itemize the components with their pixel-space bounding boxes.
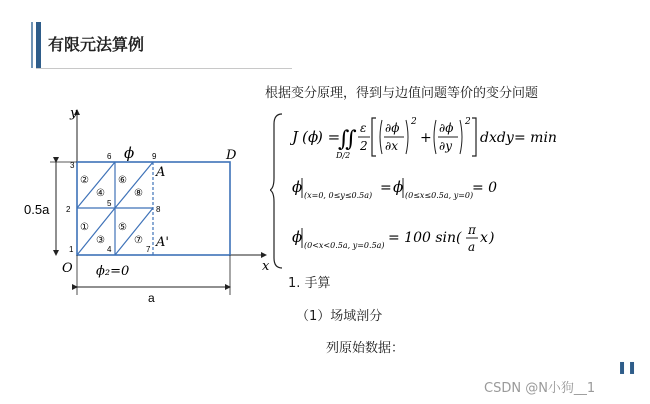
svg-text:∂x: ∂x — [385, 139, 398, 153]
title-accent-bar-thin — [31, 22, 33, 68]
svg-text:dxdy: dxdy — [480, 130, 514, 146]
svg-text:ε: ε — [360, 121, 367, 135]
corner-a-prime-label: A' — [156, 235, 169, 250]
element-label: ① — [80, 222, 89, 233]
element-label: ④ — [96, 188, 105, 199]
boundary-condition-zero — [290, 172, 520, 202]
step-field-division: （1）场域剖分 — [296, 309, 383, 324]
svg-text:=: = — [380, 180, 392, 196]
phi-top-label: ϕ — [124, 144, 135, 162]
element-label: ③ — [96, 235, 105, 246]
element-label: ⑦ — [134, 235, 143, 246]
intro-text: 根据变分原理，得到与边值问题等价的变分问题 — [265, 86, 539, 101]
y-axis-label: y — [70, 106, 78, 121]
svg-text:): ) — [489, 230, 495, 246]
x-axis-label: x — [262, 259, 270, 274]
node-label: 1 — [69, 245, 74, 254]
svg-text:(0≤x≤0.5a, y=0): (0≤x≤0.5a, y=0) — [405, 191, 474, 200]
title-underline — [36, 68, 292, 69]
corner-a-label: A — [156, 165, 166, 180]
svg-text:J: J — [292, 128, 299, 146]
node-label: 5 — [107, 199, 112, 208]
element-label: ⑥ — [118, 175, 127, 186]
page-title: 有限元法算例 — [48, 35, 145, 54]
svg-text:= 100 sin(: = 100 sin( — [388, 230, 462, 246]
watermark: CSDN @N小狗__1 — [484, 381, 596, 396]
svg-text:2: 2 — [411, 117, 417, 127]
node-label: 3 — [70, 161, 75, 170]
node-label: 7 — [146, 245, 151, 254]
svg-text:ϕ: ϕ — [393, 178, 404, 196]
node-label: 4 — [107, 245, 112, 254]
svg-text:) =: ) = — [317, 128, 341, 146]
node-label: 6 — [107, 152, 112, 161]
svg-text:ϕ: ϕ — [292, 228, 303, 246]
boundary-condition-sin — [290, 220, 520, 256]
title-accent-bar — [36, 22, 41, 68]
svg-text:D/2: D/2 — [336, 151, 351, 160]
origin-label: O — [62, 261, 73, 276]
functional-equation — [290, 112, 560, 162]
svg-text:ϕ: ϕ — [292, 178, 303, 196]
dim-left-label: 0.5a — [24, 202, 50, 217]
svg-text:(: ( — [302, 128, 308, 146]
svg-text:(x=0, 0≤y≤0.5a): (x=0, 0≤y≤0.5a) — [304, 191, 373, 200]
svg-text:= 0: = 0 — [472, 180, 498, 196]
svg-text:∬: ∬ — [338, 127, 357, 152]
element-label: ⑤ — [118, 222, 127, 233]
step-raw-data: 列原始数据： — [326, 341, 405, 356]
node-label: 8 — [156, 205, 161, 214]
svg-text:∂y: ∂y — [439, 139, 452, 153]
node-label: 2 — [66, 205, 71, 214]
element-label: ② — [80, 175, 89, 186]
svg-text:a: a — [468, 240, 476, 254]
svg-text:2: 2 — [360, 139, 368, 153]
element-label: ⑧ — [134, 188, 143, 199]
svg-text:+: + — [420, 130, 432, 146]
svg-text:π: π — [468, 223, 476, 237]
pause-icon[interactable]: ❚❚ — [617, 360, 638, 374]
svg-text:x: x — [480, 230, 488, 246]
step-manual-calc: 1. 手算 — [288, 276, 331, 291]
svg-text:2: 2 — [465, 117, 471, 127]
phi-bottom-label: ϕ₂=0 — [96, 264, 130, 279]
node-label: 9 — [152, 152, 157, 161]
svg-text:(0<x<0.5a, y=0.5a): (0<x<0.5a, y=0.5a) — [304, 241, 385, 250]
svg-text:∂ϕ: ∂ϕ — [439, 121, 454, 135]
svg-text:∂ϕ: ∂ϕ — [385, 121, 400, 135]
corner-d-label: D — [226, 148, 237, 163]
dim-bottom-label: a — [148, 291, 155, 305]
mesh-diagram — [0, 95, 280, 310]
svg-text:= min: = min — [514, 130, 557, 146]
svg-text:ϕ: ϕ — [308, 128, 319, 146]
